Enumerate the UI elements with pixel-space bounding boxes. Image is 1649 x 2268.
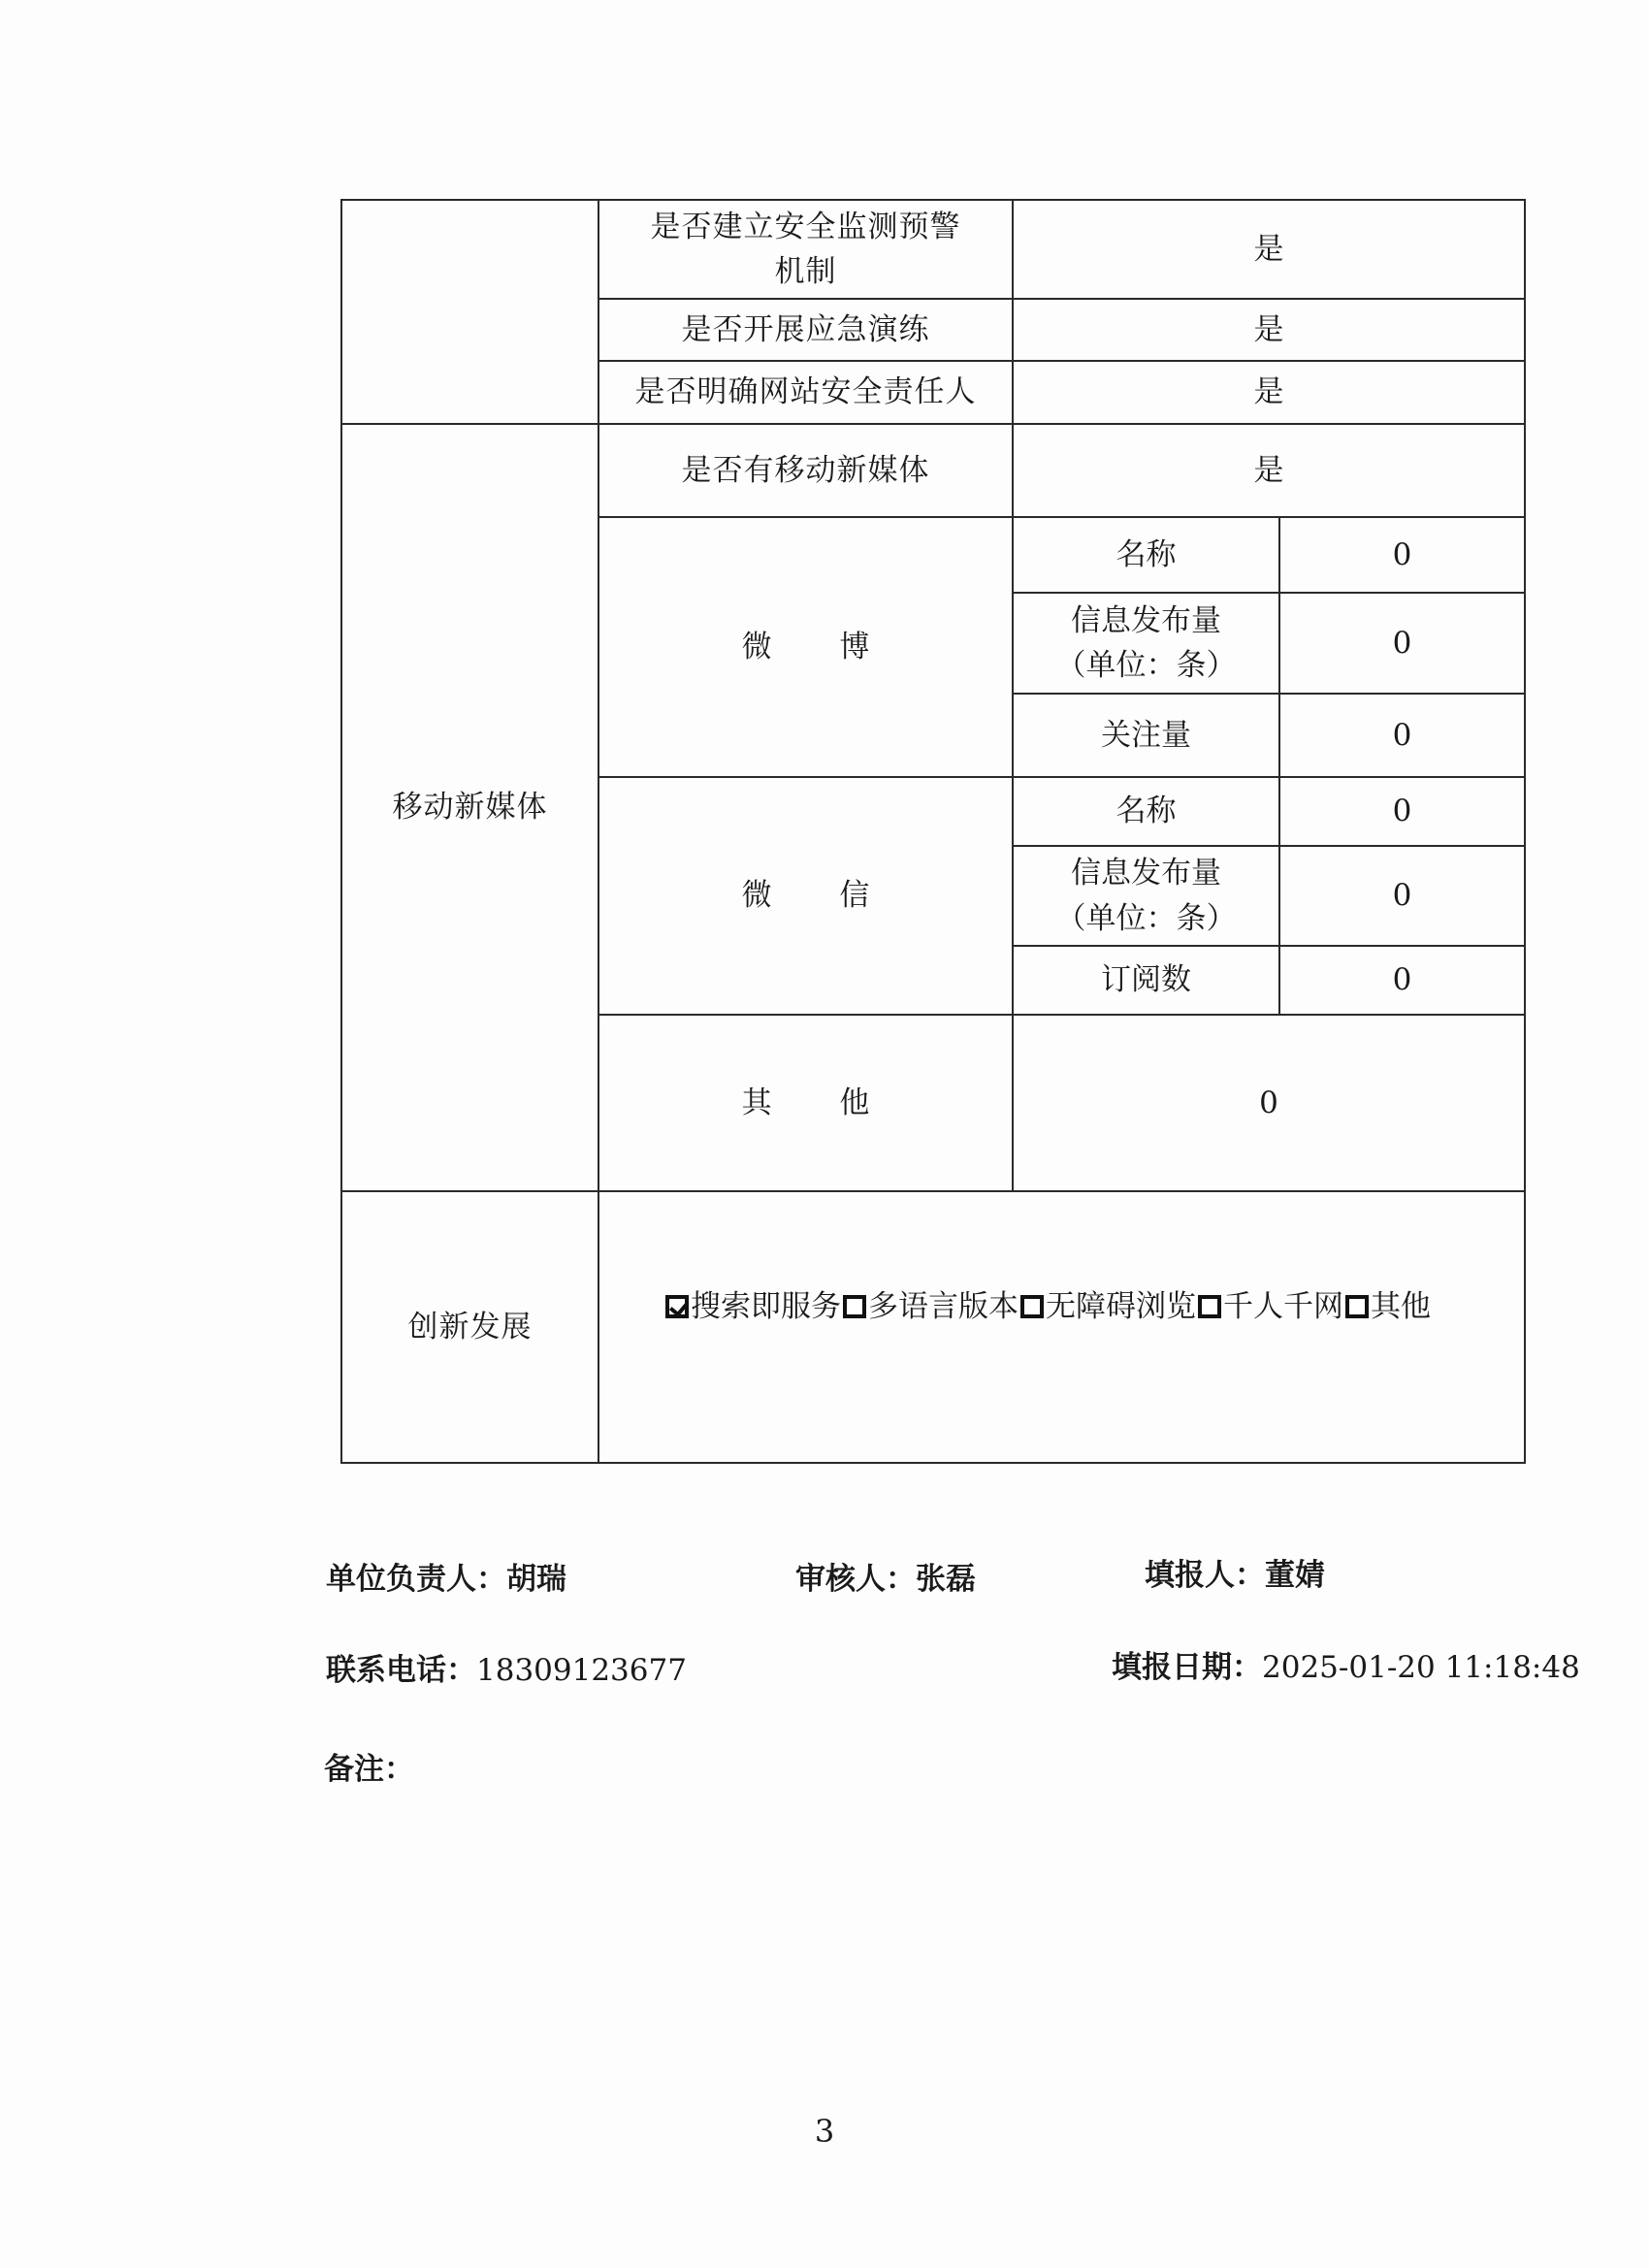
wechat-posts-value: 0 [1279, 846, 1525, 946]
mobile-section-label: 移动新媒体 [341, 424, 598, 1191]
option-checkbox[interactable] [1198, 1295, 1221, 1318]
option-label: 其他 [1371, 1289, 1431, 1324]
reviewer: 审核人：张磊 [795, 1562, 976, 1597]
weibo-posts-label: 信息发布量 （单位：条） [1013, 593, 1279, 694]
option-label: 搜索即服务 [691, 1289, 841, 1324]
wechat-name-value: 0 [1279, 777, 1525, 846]
phone: 联系电话：18309123677 [326, 1653, 687, 1688]
page-number: 3 [814, 2113, 835, 2150]
wechat-label: 微 信 [598, 777, 1013, 1015]
option-checkbox[interactable] [665, 1295, 689, 1318]
option-checkbox[interactable] [843, 1295, 866, 1318]
monitoring-value: 是 [1013, 200, 1525, 299]
wechat-posts-label: 信息发布量 （单位：条） [1013, 846, 1279, 946]
responsible-value: 是 [1013, 361, 1525, 424]
wechat-subscribers-label: 订阅数 [1013, 946, 1279, 1015]
option-label: 千人千网 [1223, 1289, 1343, 1324]
innovation-options [663, 1284, 1431, 1330]
weibo-posts-value: 0 [1279, 593, 1525, 694]
option-label: 无障碍浏览 [1046, 1289, 1196, 1324]
weibo-followers-label: 关注量 [1013, 694, 1279, 777]
wechat-subscribers-value: 0 [1279, 946, 1525, 1015]
remark: 备注： [324, 1752, 414, 1787]
weibo-name-label: 名称 [1013, 517, 1279, 593]
mobile-has-label: 是否有移动新媒体 [598, 424, 1013, 517]
weibo-label: 微 博 [598, 517, 1013, 777]
option-checkbox[interactable] [1345, 1295, 1369, 1318]
option-checkbox[interactable] [1020, 1295, 1044, 1318]
option-label: 多语言版本 [868, 1289, 1018, 1324]
weibo-name-value: 0 [1279, 517, 1525, 593]
fill-date: 填报日期：2025-01-20 11:18:48 [1112, 1650, 1580, 1685]
monitoring-label: 是否建立安全监测预警机制 [598, 200, 1013, 299]
innovation-options-cell [598, 1191, 1525, 1463]
wechat-name-label: 名称 [1013, 777, 1279, 846]
weibo-followers-value: 0 [1279, 694, 1525, 777]
security-section-cell [341, 200, 598, 424]
drill-label: 是否开展应急演练 [598, 299, 1013, 361]
unit-head: 单位负责人：胡瑞 [326, 1562, 566, 1597]
drill-value: 是 [1013, 299, 1525, 361]
mobile-has-value: 是 [1013, 424, 1525, 517]
responsible-label: 是否明确网站安全责任人 [598, 361, 1013, 424]
filler: 填报人：董婧 [1145, 1558, 1325, 1593]
other-value: 0 [1013, 1015, 1525, 1191]
innovation-section-label: 创新发展 [341, 1191, 598, 1463]
other-label: 其 他 [598, 1015, 1013, 1191]
report-table [340, 199, 1526, 1464]
